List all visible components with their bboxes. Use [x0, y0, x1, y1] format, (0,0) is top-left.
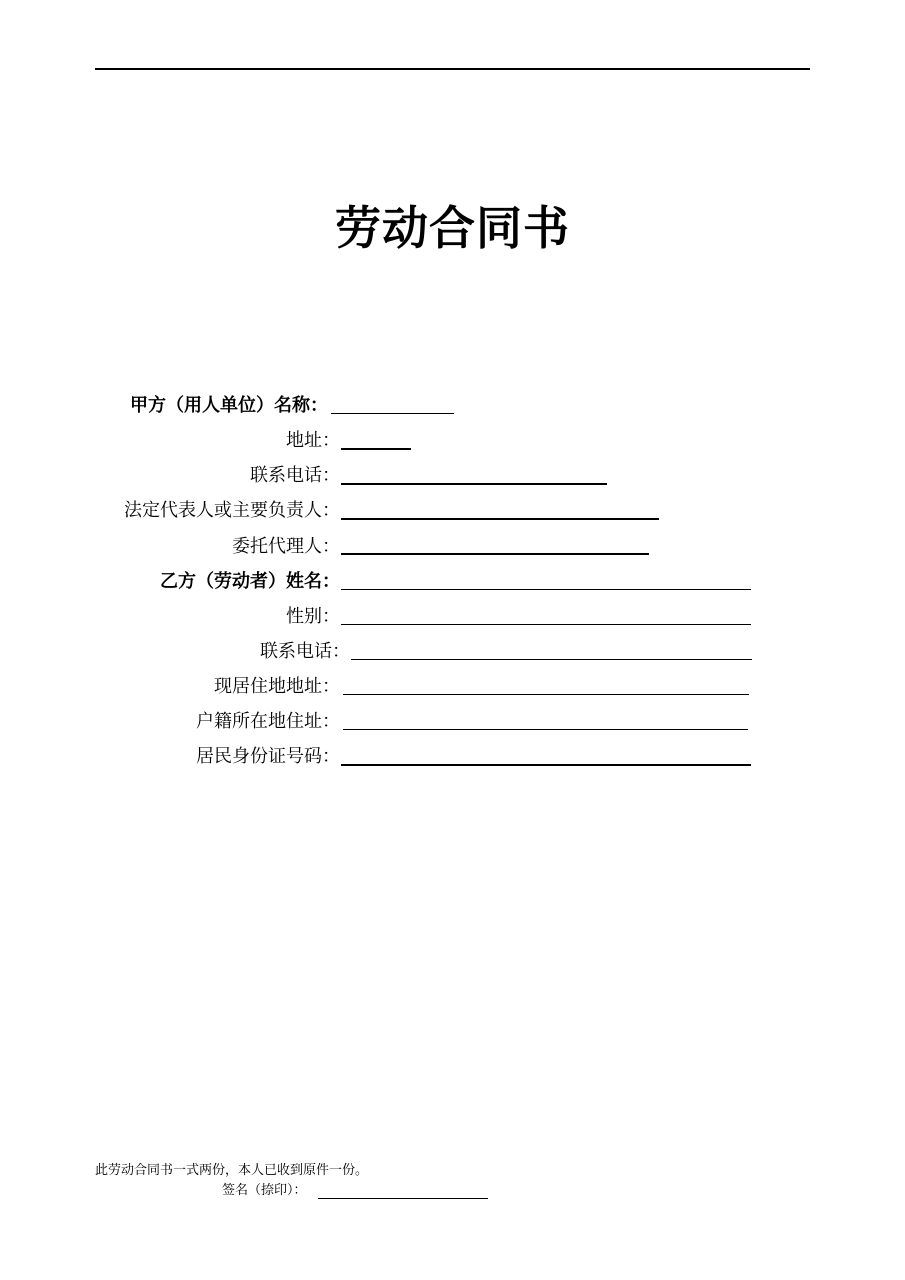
party-a-address-row	[0, 426, 905, 456]
party-a-address-label: 地址：	[286, 430, 340, 451]
party-b-phone-field[interactable]	[351, 659, 752, 660]
party-a-agent-field[interactable]	[341, 553, 649, 555]
party-a-phone-label: 联系电话：	[250, 465, 340, 486]
party-b-id-number-label: 居民身份证号码：	[196, 746, 340, 767]
party-b-household-address-field[interactable]	[343, 729, 748, 730]
signature-label: 签名（捺印）：	[222, 1183, 307, 1198]
party-b-name-row	[0, 567, 905, 597]
document-title: 劳动合同书	[335, 201, 570, 255]
party-b-name-field[interactable]	[341, 589, 751, 590]
signature-row	[0, 1182, 905, 1202]
party-b-id-number-row	[0, 742, 905, 772]
party-a-address-field[interactable]	[341, 448, 411, 450]
party-b-gender-label: 性别：	[286, 606, 340, 627]
party-b-name-label: 乙方（劳动者）姓名：	[160, 571, 340, 592]
party-a-name-row	[0, 391, 905, 421]
party-a-name-field[interactable]	[331, 413, 454, 414]
party-a-agent-label: 委托代理人：	[232, 536, 340, 557]
party-b-current-address-field[interactable]	[343, 694, 749, 695]
party-b-household-address-row	[0, 707, 905, 737]
header-rule	[95, 68, 810, 70]
party-a-legal-rep-label: 法定代表人或主要负责人：	[124, 500, 340, 521]
party-a-name-label: 甲方（用人单位）名称：	[130, 395, 328, 416]
party-b-current-address-row	[0, 672, 905, 702]
party-b-household-address-label: 户籍所在地住址：	[196, 711, 340, 732]
party-a-legal-rep-row	[0, 496, 905, 526]
party-b-phone-row	[0, 637, 905, 667]
party-a-phone-row	[0, 461, 905, 491]
signature-field[interactable]	[318, 1198, 488, 1199]
footer-note: 此劳动合同书一式两份，本人已收到原件一份。	[95, 1163, 369, 1178]
party-a-agent-row	[0, 532, 905, 562]
party-b-id-number-field[interactable]	[341, 764, 751, 766]
party-b-phone-label: 联系电话：	[260, 641, 350, 662]
party-a-legal-rep-field[interactable]	[341, 518, 659, 520]
party-a-phone-field[interactable]	[341, 483, 607, 485]
party-b-gender-field[interactable]	[341, 624, 751, 625]
party-b-gender-row	[0, 602, 905, 632]
party-b-current-address-label: 现居住地地址：	[214, 676, 340, 697]
